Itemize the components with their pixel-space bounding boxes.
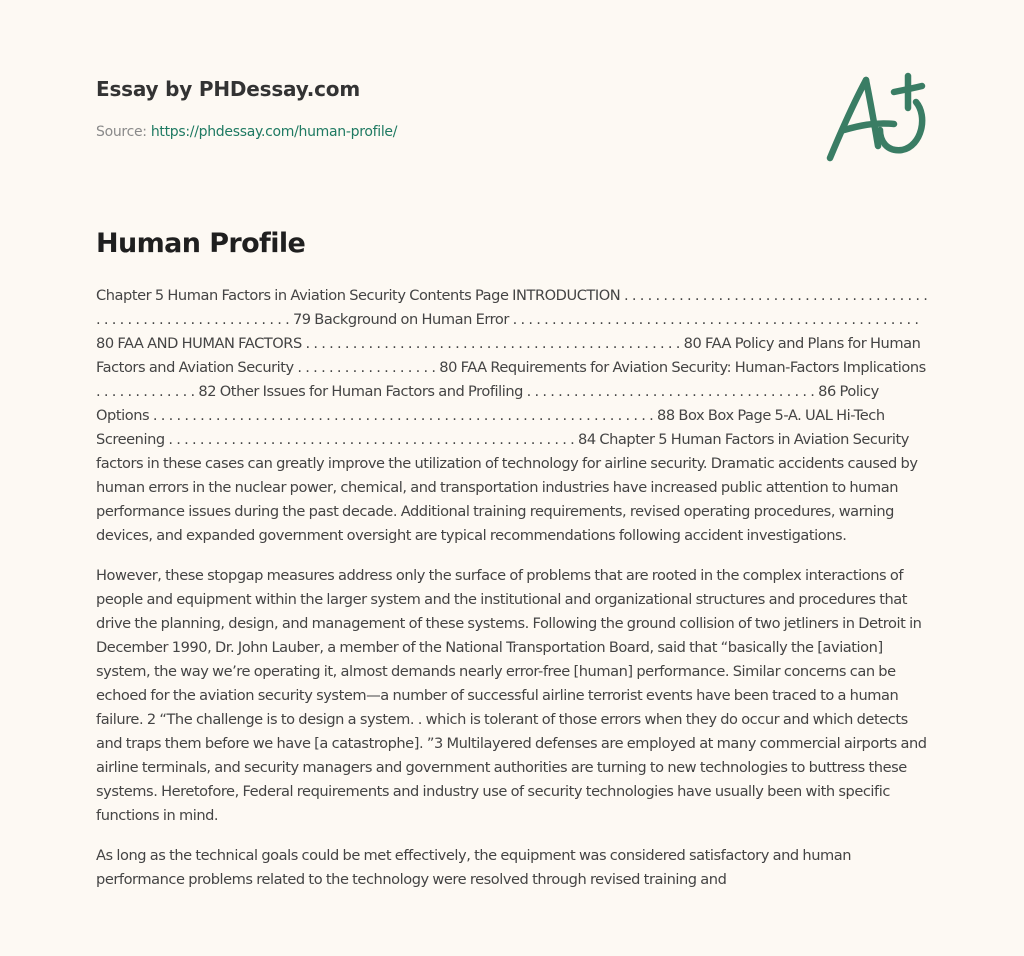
essay-body: [96, 284, 928, 908]
essay-header: [96, 74, 936, 142]
source-line: [96, 122, 936, 142]
source-label: Source:: [96, 124, 147, 140]
source-link[interactable]: https://phdessay.com/human-profile/: [150, 124, 398, 140]
essay-paragraph: However, these stopgap measures address only the surface of problems that are rooted in the complex interactions of people and equipment within the larger system and the institutional and organizational structures and procedures that drive the planning, design, and management of these systems. Following the ground collision of two jetliners in Detroit in December 1990, Dr. John Lauber, a member of the National Transportation Board, said that “basically the [aviation] system, the way we’re operating it, almost demands nearly error-free [human] performance. Similar concerns can be echoed for the aviation security system—a number of successful airline terrorist events have been traced to a human failure. 2 “The challenge is to design a system. . which is tolerant of those errors when they do occur and which detects and traps them before we have [a catastrophe]. ”3 Multilayered defenses are employed at many commercial airports and airline terminals, and security managers and government authorities are turning to new technologies to buttress these systems. Heretofore, Federal requirements and industry use of security technologies have usually been with specific functions in mind.: [96, 567, 927, 824]
a-plus-grade-icon: [818, 64, 938, 168]
brand-title: Essay by PHDessay.com: [96, 77, 360, 101]
essay-paragraph: As long as the technical goals could be met effectively, the equipment was considered satisfactory and human performance problems related to the technology were resolved through revised training and: [96, 847, 852, 888]
essay-title: Human Profile: [96, 228, 306, 259]
essay-paragraph: Chapter 5 Human Factors in Aviation Security Contents Page INTRODUCTION . . . . . . . . . . . . . . . . . . . . . . . . . . . . . . . . . . . . . . . . . . . . . . . . . . . . . . . . . . . . . . . . 79 Background on Human Error . . . . . . . . . . . . . . . . . . . . . . . . . . . . . . . . . . . . . . . . . . . . . . . . . . . . 80 FAA AND HUMAN FACTORS . . . . . . . . . . . . . . . . . . . . . . . . . . . . . . . . . . . . . . . . . . . . . . . . 80 FAA Policy and Plans for Human Factors and Aviation Security . . . . . . . . . . . . . . . . . . 80 FAA Requirements for Aviation Security: Human-Factors Implications . . . . . . . . . . . . . 82 Other Issues for Human Factors and Profiling . . . . . . . . . . . . . . . . . . . . . . . . . . . . . . . . . . . . . 86 Policy Options . . . . . . . . . . . . . . . . . . . . . . . . . . . . . . . . . . . . . . . . . . . . . . . . . . . . . . . . . . . . . . . . 88 Box Box Page 5-A. UAL Hi-Tech Screening . . . . . . . . . . . . . . . . . . . . . . . . . . . . . . . . . . . . . . . . . . . . . . . . . . . . 84 Chapter 5 Human Factors in Aviation Security factors in these cases can greatly improve the utilization of technology for airline security. Dramatic accidents caused by human errors in the nuclear power, chemical, and transportation industries have increased public attention to human performance issues during the past decade. Additional training requirements, revised operating procedures, warning devices, and expanded government oversight are typical recommendations following accident investigations.: [96, 287, 928, 544]
